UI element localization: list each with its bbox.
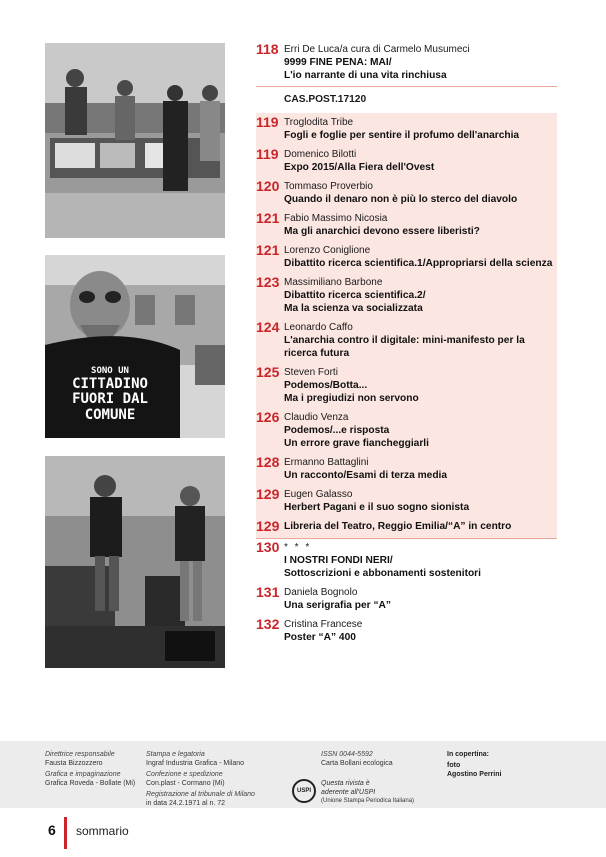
toc-title: ricerca futura (284, 348, 350, 359)
toc-page-number: 126 (256, 409, 280, 425)
toc-title: Podemos/Botta... (284, 380, 368, 391)
toc-entry (256, 584, 557, 616)
toc-page-number: 130 (256, 539, 280, 555)
page-number-divider (64, 817, 67, 849)
toc-title: Ma la scienza va socializzata (284, 303, 423, 314)
toc-entry (256, 408, 557, 453)
cover-credit: Agostino Perrini (447, 771, 502, 778)
section-label: sommario (76, 824, 129, 838)
toc-author: Troglodita Tribe (284, 117, 354, 128)
toc-title: Un errore grave fiancheggiarli (284, 438, 429, 449)
uspi-line: (Unione Stampa Periodica Italiana) (321, 798, 415, 804)
colophon-value: Fausta Bizzozzero (45, 760, 103, 767)
toc-title: Podemos/...e risposta (284, 425, 390, 436)
toc-page-number: 129 (256, 486, 280, 502)
toc-title: Expo 2015/Alla Fiera dell'Ovest (284, 162, 435, 173)
market-photo (45, 43, 225, 238)
toc-title: L'anarchia contro il digitale: mini-manifesto per la (284, 335, 525, 346)
toc-page-number: 125 (256, 364, 280, 380)
toc-author: Massimiliano Barbone (284, 277, 383, 288)
toc-page-number: 120 (256, 178, 280, 194)
shirt-text-line1: SONO UN (91, 366, 129, 376)
toc-page-number: 119 (256, 146, 279, 162)
toc-author: Daniela Bognolo (284, 587, 358, 598)
toc-title: Una serigrafia per “A” (284, 600, 392, 611)
toc-page-number: 119 (256, 114, 279, 130)
toc-title: Ma gli anarchici devono essere liberisti? (284, 226, 480, 237)
section-heading: CAS.POST.17120 (256, 86, 557, 113)
colophon-label: Registrazione al tribunale di Milano (146, 791, 255, 798)
toc-entry (256, 177, 557, 209)
toc-title: Dibattito ricerca scientifica.2/ (284, 290, 426, 301)
uspi-membership (321, 779, 451, 806)
colophon-value: Grafica Roveda - Bollate (Mi) (45, 780, 136, 787)
toc-entry (256, 363, 557, 408)
toc-author: Erri De Luca/a cura di Carmelo Musumeci (284, 44, 470, 55)
toc-page-number: 123 (256, 274, 280, 290)
toc-author: Lorenzo Coniglione (284, 245, 371, 256)
toc-author: Eugen Galasso (284, 489, 353, 500)
toc-author: Steven Forti (284, 367, 338, 378)
toc-entry (256, 538, 557, 584)
toc-title: Libreria del Teatro, Reggio Emilia/“A” in centro (284, 521, 512, 532)
toc-separator: * * * (284, 542, 312, 553)
issn-label: ISSN 0044-5592 (321, 751, 373, 758)
toc-title: L'io narrante di una vita rinchiusa (284, 70, 447, 81)
concert-photo (45, 456, 225, 668)
toc-entry (256, 113, 557, 145)
toc-title: Dibattito ricerca scientifica.1/Appropriarsi della scienza (284, 258, 553, 269)
toc-page-number: 118 (256, 41, 279, 57)
toc-title: Sottoscrizioni e abbonamenti sostenitori (284, 568, 481, 579)
colophon-label: Grafica e impaginazione (45, 771, 121, 778)
uspi-line: Questa rivista è (321, 780, 370, 787)
shirt-text-line2: CITTADINO (72, 376, 148, 392)
shirt-text-line4: COMUNE (84, 407, 136, 423)
colophon-label: Direttrice responsabile (45, 751, 115, 758)
cover-label: In copertina: (447, 751, 490, 758)
toc-title: Poster “A” 400 (284, 632, 356, 643)
toc-page-number: 132 (256, 616, 280, 632)
toc-entry (256, 41, 557, 86)
toc-author: Leonardo Caffo (284, 322, 353, 333)
toc-title: Ma i pregiudizi non servono (284, 393, 419, 404)
toc-entry (256, 318, 557, 363)
toc-page-number: 129 (256, 518, 280, 534)
colophon-column-print (146, 750, 296, 808)
colophon-column-cover (447, 750, 557, 779)
page-number: 6 (48, 822, 56, 838)
colophon-column-staff (45, 750, 140, 788)
table-of-contents (256, 41, 557, 648)
toc-title: Herbert Pagani e il suo sogno sionista (284, 502, 470, 513)
toc-page-number: 121 (256, 210, 280, 226)
toc-page-number: 131 (256, 584, 280, 600)
toc-author: Fabio Massimo Nicosia (284, 213, 388, 224)
toc-entry (256, 273, 557, 318)
toc-author: Domenico Bilotti (284, 149, 357, 160)
colophon-label: Stampa e legatoria (146, 751, 205, 758)
colophon-value: Ingraf Industria Grafica - Milano (146, 760, 245, 767)
toc-title: Un racconto/Esami di terza media (284, 470, 448, 481)
toc-entry (256, 616, 557, 648)
toc-title: Quando il denaro non è più lo sterco del diavolo (284, 194, 518, 205)
toc-entry (256, 517, 557, 538)
toc-page-number: 121 (256, 242, 280, 258)
toc-page-number: 128 (256, 454, 280, 470)
colophon-label: Confezione e spedizione (146, 771, 223, 778)
colophon-value: Con.plast - Cormano (Mi) (146, 780, 225, 787)
colophon (0, 741, 606, 808)
toc-author: Tommaso Proverbio (284, 181, 373, 192)
toc-entry (256, 241, 557, 273)
toc-author: Claudio Venza (284, 412, 349, 423)
paper-info: Carta Bollani ecologica (321, 760, 393, 767)
masked-man-photo (45, 255, 225, 438)
colophon-value: in data 24.2.1971 al n. 72 (146, 800, 226, 807)
toc-entry (256, 209, 557, 241)
toc-author: Ermanno Battaglini (284, 457, 369, 468)
toc-title: I NOSTRI FONDI NERI/ (284, 555, 393, 566)
colophon-column-issn (321, 750, 441, 768)
toc-entry (256, 485, 557, 517)
toc-title: Fogli e foglie per sentire il profumo dell'anarchia (284, 130, 520, 141)
toc-page-number: 124 (256, 319, 280, 335)
uspi-line: aderente all'USPI (321, 789, 376, 796)
shirt-text-line3: FUORI DAL (72, 391, 148, 407)
toc-entry (256, 145, 557, 177)
toc-entry (256, 453, 557, 485)
toc-author: Cristina Francese (284, 619, 363, 630)
toc-title: 9999 FINE PENA: MAI/ (284, 57, 392, 68)
uspi-logo: USPI (292, 779, 316, 803)
cover-credit: foto (447, 762, 461, 769)
